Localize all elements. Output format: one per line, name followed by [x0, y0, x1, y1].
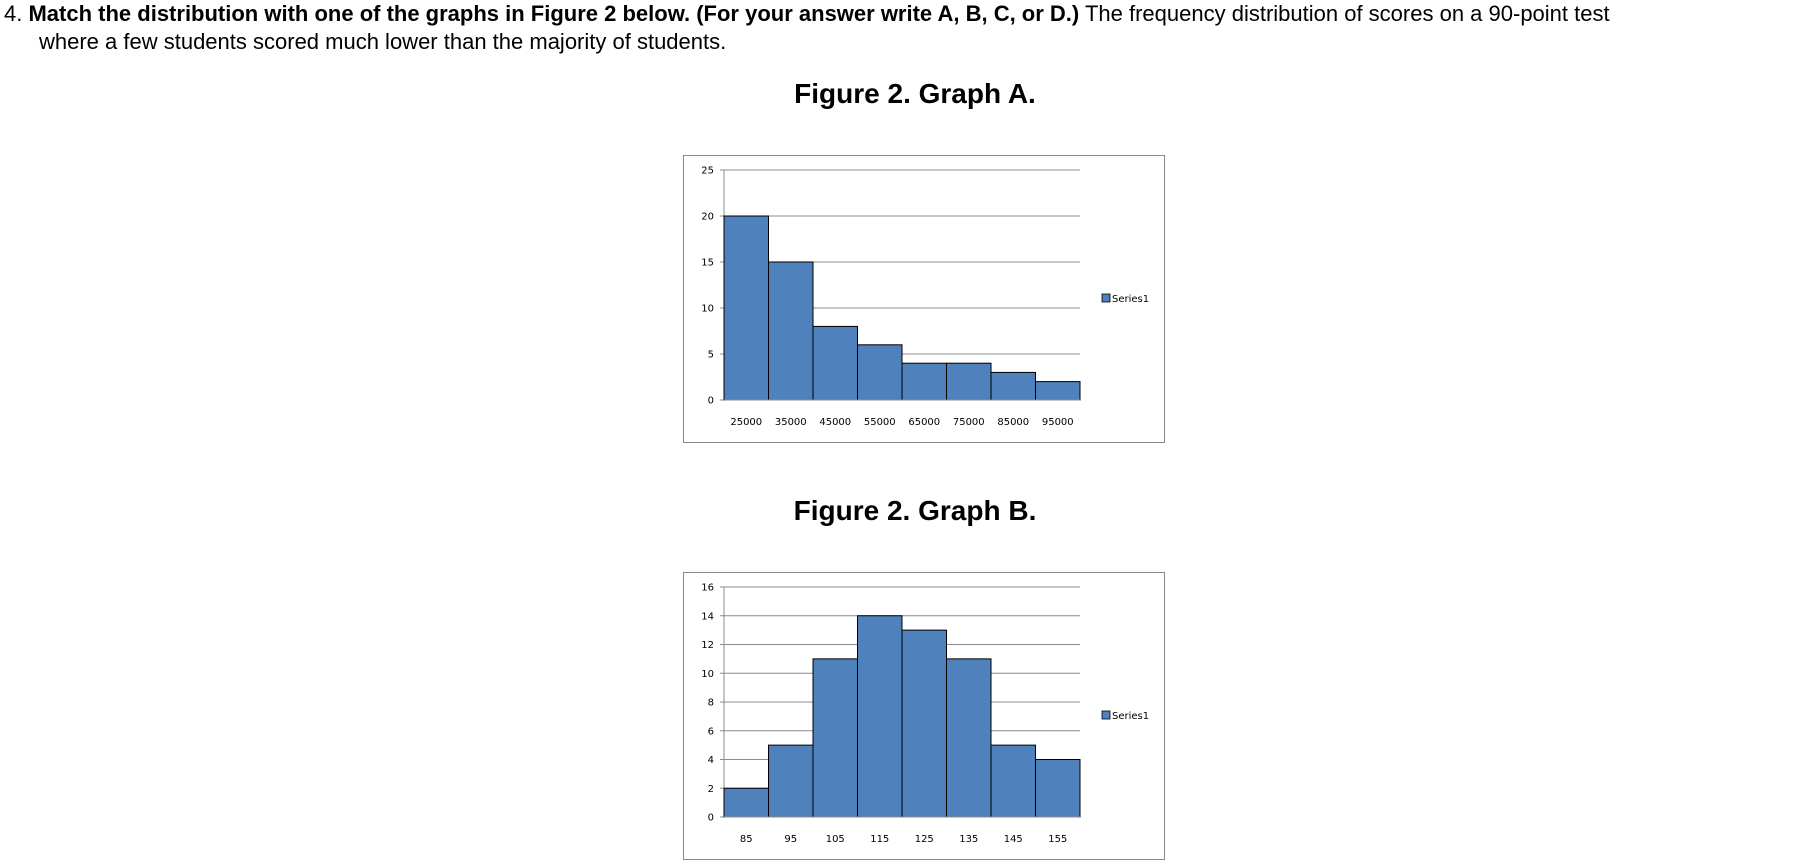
bar-125: [902, 630, 947, 817]
x-tick-label: 135: [959, 834, 979, 845]
x-tick-label: 95: [784, 834, 798, 845]
y-tick-label: 0: [707, 395, 714, 407]
question-number: 4.: [4, 1, 23, 26]
question-text: [4, 0, 1794, 56]
y-tick-label: 10: [701, 668, 714, 680]
bar-155: [1036, 760, 1081, 818]
x-tick-label: 75000: [952, 417, 985, 428]
graph-a-title: Figure 2. Graph A.: [794, 78, 1036, 109]
bar-65000: [902, 363, 947, 400]
x-tick-label: 115: [870, 834, 890, 845]
legend-label: Series1: [1112, 711, 1150, 722]
question-text-part1: The frequency distribution of scores on a 90-point test: [1084, 1, 1610, 26]
y-tick-label: 16: [701, 582, 714, 594]
x-tick-label: 105: [825, 834, 845, 845]
x-tick-label: 85000: [997, 417, 1030, 428]
bar-85: [724, 788, 769, 817]
bar-75000: [947, 363, 992, 400]
x-tick-label: 25000: [730, 417, 763, 428]
legend-swatch: [1102, 294, 1110, 302]
bar-55000: [858, 345, 903, 400]
x-tick-label: 65000: [908, 417, 941, 428]
y-tick-label: 0: [707, 812, 714, 824]
legend-swatch: [1102, 711, 1110, 719]
x-tick-label: 85: [739, 834, 753, 845]
bar-95: [769, 745, 814, 817]
question-instruction: Match the distribution with one of the graphs in Figure 2 below. (For your answer write A, B, C, or D.): [28, 1, 1080, 26]
x-tick-label: 95000: [1041, 417, 1074, 428]
y-tick-label: 6: [707, 726, 714, 738]
x-tick-label: 45000: [819, 417, 852, 428]
y-tick-label: 10: [701, 303, 714, 315]
y-tick-label: 15: [701, 257, 714, 269]
legend-label: Series1: [1112, 294, 1150, 305]
y-tick-label: 14: [701, 611, 714, 623]
y-tick-label: 4: [707, 755, 714, 766]
y-tick-label: 2: [707, 783, 714, 795]
bar-135: [947, 659, 992, 817]
x-tick-label: 145: [1003, 834, 1023, 845]
y-tick-label: 5: [707, 349, 714, 361]
graph-b-chart: [683, 572, 1165, 860]
y-tick-label: 12: [701, 640, 714, 651]
y-tick-label: 20: [701, 211, 714, 223]
bar-115: [858, 616, 903, 817]
bar-145: [991, 745, 1036, 817]
graph-b-svg: [684, 573, 1164, 859]
x-tick-label: 35000: [774, 417, 807, 428]
y-tick-label: 25: [701, 165, 714, 177]
x-tick-label: 155: [1048, 834, 1068, 845]
bar-45000: [813, 326, 858, 400]
x-tick-label: 55000: [863, 417, 896, 428]
question-text-part2: where a few students scored much lower than the majority of students.: [39, 29, 727, 54]
bar-105: [813, 659, 858, 817]
bar-25000: [724, 216, 769, 400]
graph-a-svg: [684, 156, 1164, 442]
x-tick-label: 125: [914, 834, 934, 845]
graph-b-title: Figure 2. Graph B.: [793, 495, 1037, 526]
bar-35000: [769, 262, 814, 400]
y-tick-label: 8: [707, 697, 714, 709]
bar-95000: [1036, 382, 1081, 400]
bar-85000: [991, 372, 1036, 400]
graph-a-chart: [683, 155, 1165, 443]
